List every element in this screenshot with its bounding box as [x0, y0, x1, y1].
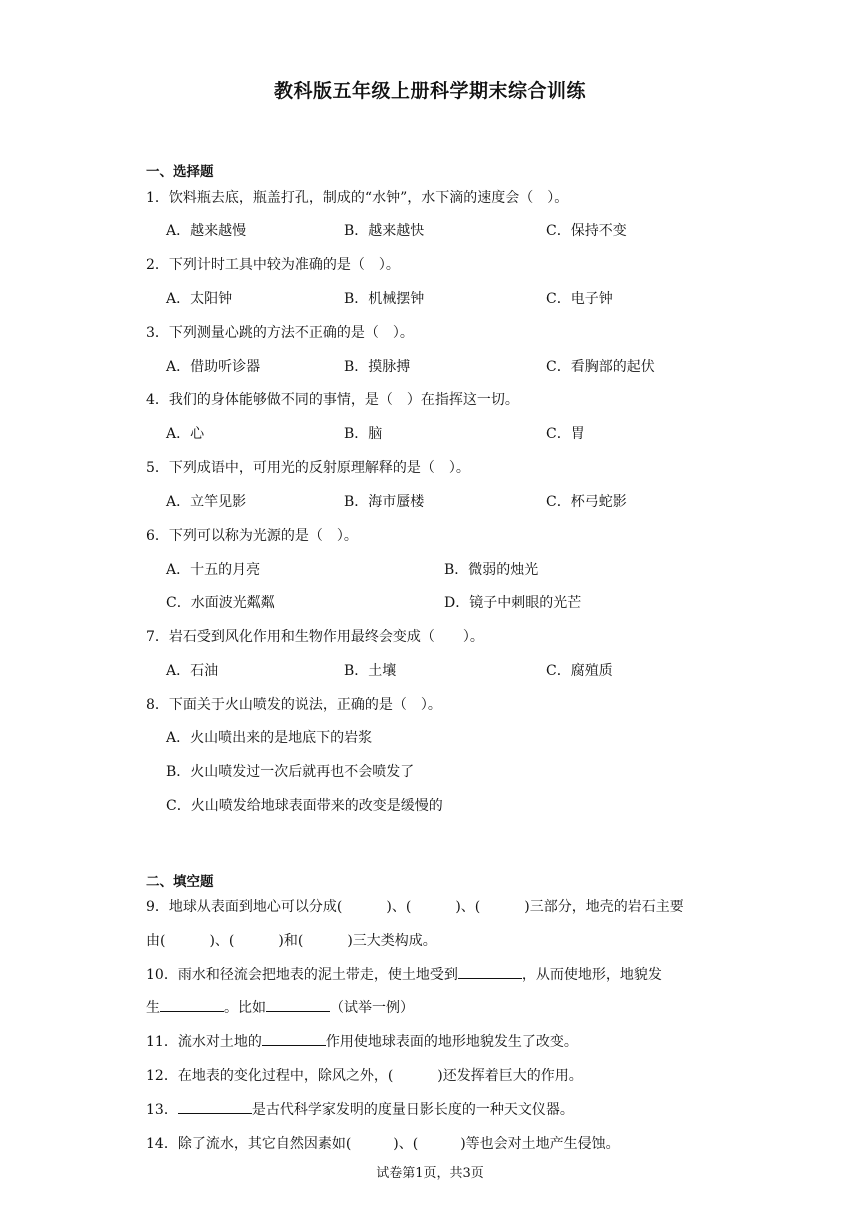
question-10-text: 10．雨水和径流会把地表的泥土带走，使土地受到 — [146, 967, 458, 983]
question-14-text: )等也会对土地产生侵蚀。 — [460, 1136, 620, 1152]
question-10-text: 生 — [146, 1000, 160, 1016]
question-9-line-1 — [146, 896, 684, 916]
question-3-option-c: C．看胸部的起伏 — [546, 359, 655, 375]
question-13 — [146, 1099, 574, 1119]
question-5-option-c: C．杯弓蛇影 — [546, 494, 627, 510]
question-5-option-b: B．海市蜃楼 — [344, 494, 425, 510]
question-1-option-c: C．保持不变 — [546, 223, 627, 239]
question-9-text: )、( — [386, 899, 412, 915]
answer-blank[interactable] — [160, 997, 224, 1012]
question-6-option-a: A．十五的月亮 — [166, 562, 261, 578]
question-9-text: )三大类构成。 — [347, 933, 437, 949]
question-12-text: )还发挥着巨大的作用。 — [437, 1068, 583, 1084]
question-10-text: 。比如 — [224, 1000, 266, 1016]
question-6-option-b: B．微弱的烛光 — [444, 562, 539, 578]
question-11 — [146, 1031, 578, 1051]
question-12-text: 12．在地表的变化过程中，除风之外，( — [146, 1068, 394, 1084]
question-7-option-c: C．腐殖质 — [546, 663, 613, 679]
question-9-line-2 — [146, 930, 437, 950]
answer-blank[interactable] — [266, 997, 330, 1012]
question-6-option-c: C．水面波光粼粼 — [166, 595, 275, 611]
question-7-option-b: B．土壤 — [344, 663, 397, 679]
question-6-option-d: D．镜子中刺眼的光芒 — [444, 595, 582, 611]
question-4-option-b: B．脑 — [344, 426, 383, 442]
question-4-option-c: C．胃 — [546, 426, 585, 442]
question-1-option-a: A．越来越慢 — [166, 223, 247, 239]
answer-blank[interactable] — [262, 1031, 326, 1046]
question-5: 5．下列成语中，可用光的反射原理解释的是（ ）。 — [146, 460, 470, 476]
question-14-text: )、( — [393, 1136, 419, 1152]
question-3-option-a: A．借助听诊器 — [166, 359, 261, 375]
question-2-option-c: C．电子钟 — [546, 291, 613, 307]
question-11-text: 11．流水对土地的 — [146, 1034, 262, 1050]
question-10-text: （试举一例） — [330, 1000, 414, 1016]
question-11-text: 作用使地球表面的地形地貌发生了改变。 — [325, 1034, 578, 1050]
question-8-option-b: B．火山喷发过一次后就再也不会喷发了 — [166, 764, 415, 780]
question-10-line-1 — [146, 964, 662, 984]
question-9-text: )、( — [209, 933, 235, 949]
question-2-option-a: A．太阳钟 — [166, 291, 233, 307]
answer-blank[interactable] — [178, 1099, 252, 1114]
question-13-text: 13． — [146, 1102, 178, 1118]
answer-blank[interactable] — [458, 964, 522, 979]
question-9-text: 由( — [146, 933, 166, 949]
question-5-option-a: A．立竿见影 — [166, 494, 247, 510]
question-9-text: 9．地球从表面到地心可以分成( — [146, 899, 343, 915]
question-4-option-a: A．心 — [166, 426, 205, 442]
question-6: 6．下列可以称为光源的是（ ）。 — [146, 528, 358, 544]
question-9-text: )、( — [455, 899, 481, 915]
section-heading-fill: 二、填空题 — [146, 874, 214, 890]
question-8: 8．下面关于火山喷发的说法，正确的是（ ）。 — [146, 697, 442, 713]
question-8-option-c: C．火山喷发给地球表面带来的改变是缓慢的 — [166, 798, 443, 814]
question-13-text: 是古代科学家发明的度量日影长度的一种天文仪器。 — [251, 1102, 574, 1118]
question-14 — [146, 1133, 620, 1153]
question-7-option-a: A．石油 — [166, 663, 219, 679]
question-10-text: ，从而使地形，地貌发 — [521, 967, 662, 983]
section-heading-choice: 一、选择题 — [146, 164, 214, 180]
question-1-option-b: B．越来越快 — [344, 223, 425, 239]
question-3: 3．下列测量心跳的方法不正确的是（ ）。 — [146, 325, 414, 341]
question-1: 1．饮料瓶去底，瓶盖打孔，制成的“水钟”，水下滴的速度会（ ）。 — [146, 190, 569, 206]
question-9-text: )三部分，地壳的岩石主要 — [524, 899, 684, 915]
page-footer: 试卷第1页，共3页 — [376, 1166, 484, 1181]
question-3-option-b: B．摸脉搏 — [344, 359, 411, 375]
question-7: 7．岩石受到风化作用和生物作用最终会变成（ ）。 — [146, 629, 484, 645]
question-2: 2．下列计时工具中较为准确的是（ ）。 — [146, 257, 400, 273]
question-14-text: 14．除了流水，其它自然因素如( — [146, 1136, 352, 1152]
question-12 — [146, 1065, 583, 1085]
question-2-option-b: B．机械摆钟 — [344, 291, 425, 307]
question-4: 4．我们的身体能够做不同的事情，是（ ）在指挥这一切。 — [146, 392, 519, 408]
page-title: 教科版五年级上册科学期末综合训练 — [273, 80, 586, 102]
question-9-text: )和( — [278, 933, 304, 949]
question-10-line-2 — [146, 997, 414, 1017]
question-8-option-a: A．火山喷出来的是地底下的岩浆 — [166, 730, 373, 746]
